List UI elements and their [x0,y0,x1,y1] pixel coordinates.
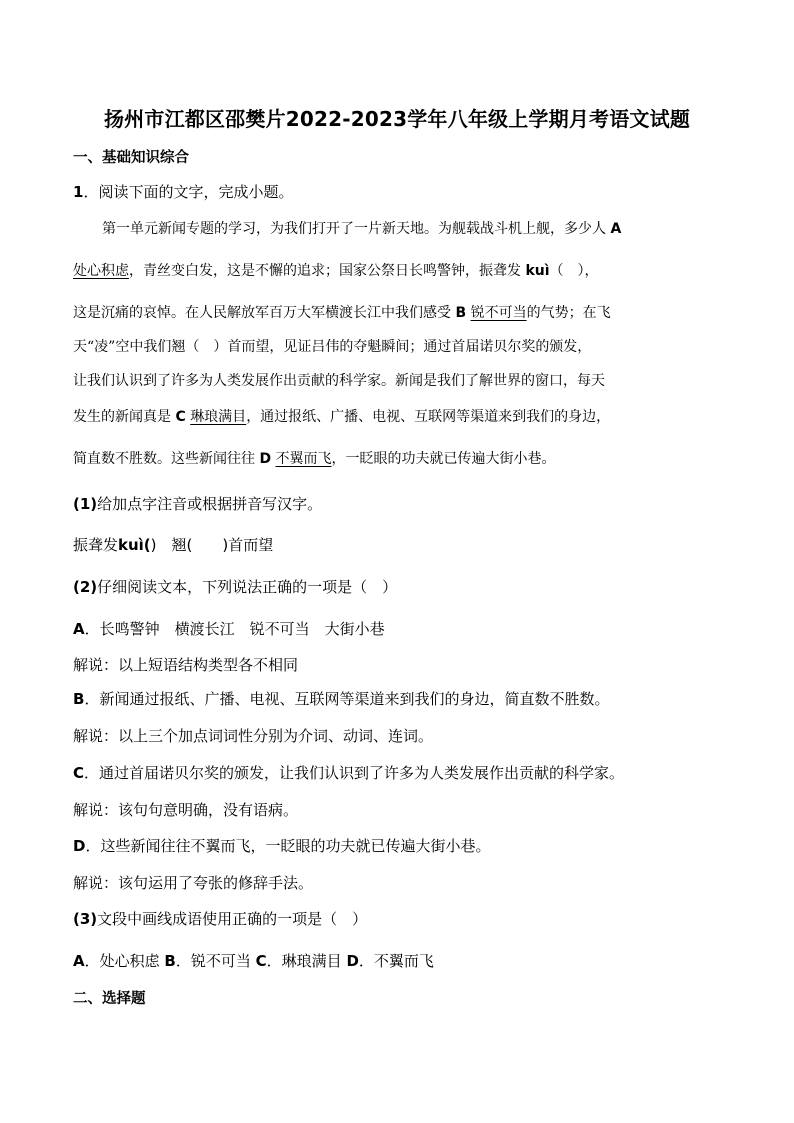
sub-question-text: 文段中画线成语使用正确的一项是（ ） [97,910,368,928]
option-d [73,835,490,856]
sub-question-text: 仔细阅读文本，下列说法正确的一项是（ ） [97,578,398,596]
option-letter: C [73,764,85,782]
option-mark-d: D [259,451,272,467]
option-letter: C [255,952,267,970]
passage-text: 这是沉痛的哀悼。在人民解放军百万大军横渡长江中我们感受 [73,305,451,321]
passage-line-5: 让我们认识到了许多为人类发展作出贡献的科学家。新闻是我们了解世界的窗口，每天 [73,373,605,389]
sub-question-3-options [73,950,434,971]
option-d-explanation: 解说：该句运用了夸张的修辞手法。 [73,874,314,892]
option-text: ．不翼而飞 [358,952,434,970]
option-b-explanation: 解说：以上三个加点词词性分别为介词、动词、连词。 [73,727,434,745]
option-letter: A [73,620,85,638]
option-letter: B [73,690,85,708]
passage-text: ，通过报纸、广播、电视、互联网等渠道来到我们的身边， [246,409,611,425]
passage-text: 简直数不胜数。这些新闻往往 [73,451,255,467]
sub-question-2 [73,576,397,597]
section-heading-1: 一、基础知识综合 [73,150,189,166]
option-text: ．锐不可当 [175,952,251,970]
passage-text: ，一眨眼的功夫就已传遍大街小巷。 [331,451,556,467]
option-text: ．琳琅满目 [266,952,342,970]
option-b [73,688,609,709]
sub-question-1 [73,493,322,514]
sub-question-3 [73,908,367,929]
option-text: ．这些新闻往往不翼而飞，一眨眼的功夫就已传遍大街小巷。 [85,837,491,855]
passage-text: 第一单元新闻专题的学习，为我们打开了一片新天地。为舰载战斗机上舰，多少人 [102,221,606,237]
passage-text: 的气势；在飞 [526,305,611,321]
underlined-idiom-b: 锐不可当 [470,305,527,321]
question-1-intro [73,181,293,202]
section-heading-2: 二、选择题 [73,991,146,1007]
answer-text: 振聋发 [73,536,119,554]
option-c-explanation: 解说：该句句意明确，没有语病。 [73,801,299,819]
passage-line-1 [102,222,621,236]
underlined-idiom-c: 琳琅满目 [190,409,247,425]
option-c [73,762,624,783]
option-mark-b: B [455,305,467,321]
option-letter: D [346,952,359,970]
passage-line-4: 天“凌”空中我们翘（ ）首而望，见证吕伟的夺魁瞬间；通过首届诺贝尔奖的颁发， [73,339,592,355]
passage-line-2 [73,264,599,278]
sub-question-1-answer [73,534,273,555]
passage-line-6 [73,410,610,424]
option-a [73,618,385,639]
pinyin: kuì [525,263,550,279]
option-text: ．处心积虑 [84,952,160,970]
option-letter: A [73,952,85,970]
passage-text: （ ）， [549,263,599,279]
sub-question-text: 给加点字注音或根据拼音写汉字。 [97,495,323,513]
page-title: 扬州市江都区邵樊片2022-2023学年八年级上学期月考语文试题 [103,107,691,131]
option-letter: D [73,837,86,855]
option-letter: B [164,952,176,970]
option-text: ．长鸣警钟 横渡长江 锐不可当 大街小巷 [84,620,385,638]
passage-text: 发生的新闻真是 [73,409,171,425]
answer-text: ) 翘( )首而望 [150,536,274,554]
passage-line-3 [73,306,611,320]
option-text: ．新闻通过报纸、广播、电视、互联网等渠道来到我们的身边，简直数不胜数。 [84,690,610,708]
sub-question-label: (3) [73,910,98,928]
passage-line-7 [73,452,556,466]
question-intro-text: ．阅读下面的文字，完成小题。 [83,183,294,201]
option-mark-a: A [610,221,622,237]
sub-question-label: (2) [73,578,98,596]
sub-question-label: (1) [73,495,98,513]
pinyin: kuì( [118,536,151,554]
question-number: 1 [73,183,84,201]
underlined-idiom-a: 处心积虑 [73,263,129,279]
option-text: ．通过首届诺贝尔奖的颁发，让我们认识到了许多为人类发展作出贡献的科学家。 [84,764,625,782]
passage-text: ，青丝变白发，这是不懈的追求；国家公祭日长鸣警钟，振聋发 [129,263,521,279]
option-mark-c: C [175,409,186,425]
underlined-idiom-d: 不翼而飞 [275,451,332,467]
option-a-explanation: 解说：以上短语结构类型各不相同 [73,656,299,674]
